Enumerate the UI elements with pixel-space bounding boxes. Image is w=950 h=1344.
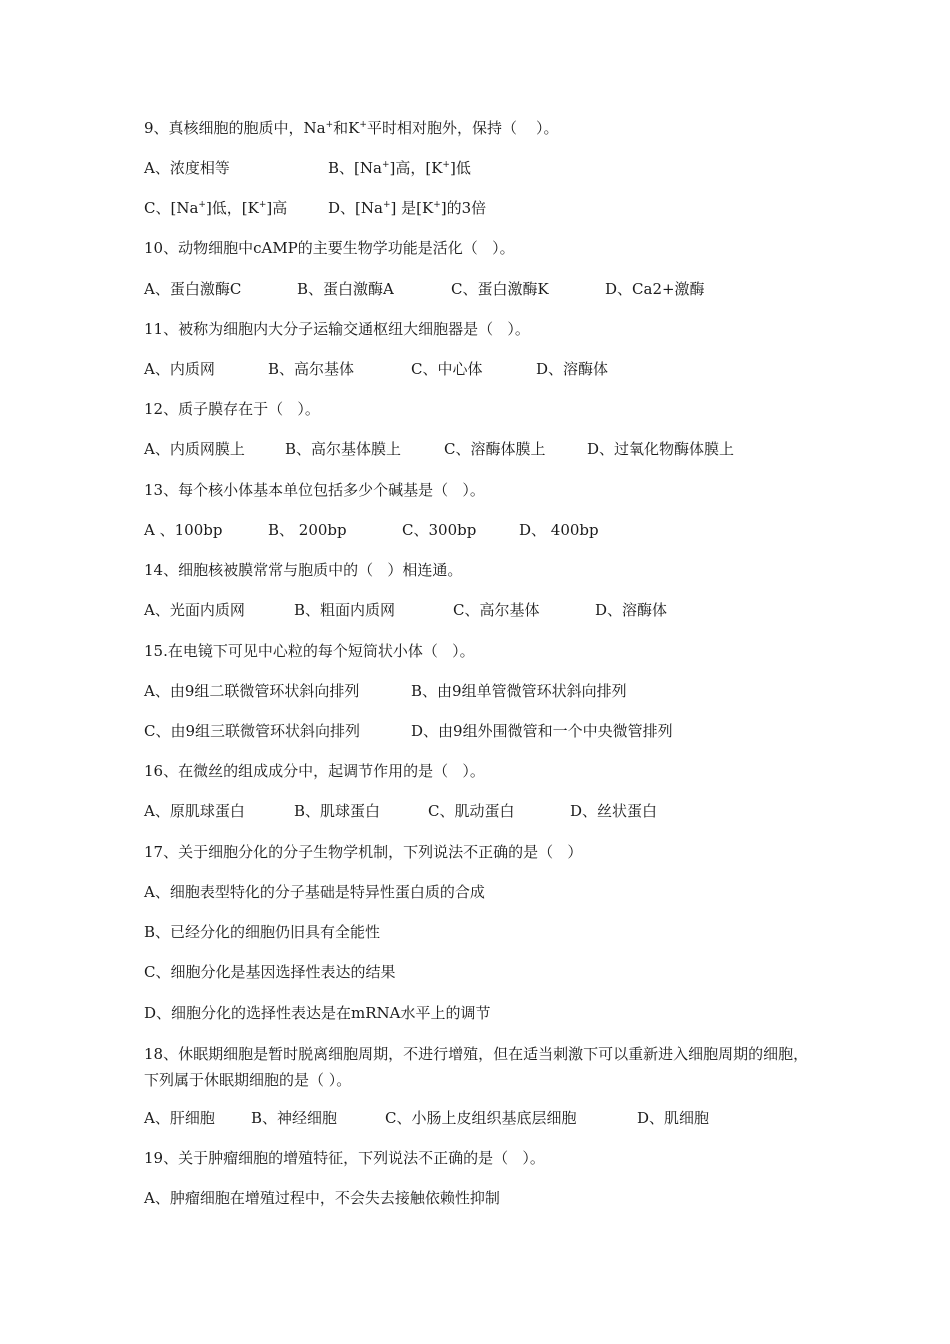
option-a: A 、100bp bbox=[144, 521, 223, 539]
option-b: B、已经分化的细胞仍旧具有全能性 bbox=[144, 923, 381, 941]
option-b: B、蛋白激酶A bbox=[297, 280, 394, 298]
option-c: C、蛋白激酶K bbox=[451, 280, 549, 298]
option-a: A、光面内质网 bbox=[144, 601, 245, 619]
option-d: D、细胞分化的选择性表达是在mRNA水平上的调节 bbox=[144, 1004, 491, 1022]
option-c: C、300bp bbox=[402, 521, 477, 539]
option-d: D、Ca2+激酶 bbox=[605, 280, 705, 298]
option-c: C、细胞分化是基因选择性表达的结果 bbox=[144, 963, 396, 981]
question-11-options bbox=[144, 359, 844, 379]
question-18-stem: 18、休眠期细胞是暂时脱离细胞周期，不进行增殖，但在适当刺激下可以重新进入细胞周期的细胞，下列属于休眠期细胞的是（ ）。 bbox=[144, 1045, 809, 1089]
option-d: D、由9组外围微管和一个中央微管排列 bbox=[411, 722, 673, 740]
option-b: B、[Na+]高，[K+]低 bbox=[328, 159, 471, 177]
option-a: A、细胞表型特化的分子基础是特异性蛋白质的合成 bbox=[144, 883, 485, 901]
option-d: D、 400bp bbox=[519, 521, 599, 539]
question-19-stem: 19、关于肿瘤细胞的增殖特征，下列说法不正确的是（ ）。 bbox=[144, 1149, 545, 1167]
question-9-options-row2 bbox=[144, 198, 844, 218]
option-a: A、原肌球蛋白 bbox=[144, 802, 245, 820]
option-c: C、溶酶体膜上 bbox=[444, 440, 546, 458]
question-10-stem: 10、动物细胞中cAMP的主要生物学功能是活化（ ）。 bbox=[144, 239, 515, 257]
question-16-stem: 16、在微丝的组成成分中，起调节作用的是（ ）。 bbox=[144, 762, 485, 780]
option-c: C、高尔基体 bbox=[453, 601, 540, 619]
option-b: B、肌球蛋白 bbox=[294, 802, 381, 820]
option-a: A、蛋白激酶C bbox=[144, 280, 242, 298]
option-b: B、粗面内质网 bbox=[294, 601, 396, 619]
option-a: A、肝细胞 bbox=[144, 1109, 215, 1127]
option-c: C、中心体 bbox=[411, 360, 483, 378]
option-c: C、肌动蛋白 bbox=[428, 802, 515, 820]
option-b: B、高尔基体膜上 bbox=[285, 440, 402, 458]
option-d: D、丝状蛋白 bbox=[570, 802, 658, 820]
option-a: A、浓度相等 bbox=[144, 159, 230, 177]
question-18-options bbox=[144, 1108, 844, 1128]
option-d: D、过氧化物酶体膜上 bbox=[587, 440, 735, 458]
option-a: A、肿瘤细胞在增殖过程中，不会失去接触依赖性抑制 bbox=[144, 1189, 500, 1207]
question-13-stem: 13、每个核小体基本单位包括多少个碱基是（ ）。 bbox=[144, 481, 485, 499]
option-b: B、 200bp bbox=[268, 521, 347, 539]
option-d: D、肌细胞 bbox=[637, 1109, 710, 1127]
question-15-options-row2 bbox=[144, 721, 844, 741]
question-17-stem: 17、关于细胞分化的分子生物学机制，下列说法不正确的是（ ） bbox=[144, 843, 583, 861]
question-12-stem: 12、质子膜存在于（ ）。 bbox=[144, 400, 320, 418]
option-b: B、神经细胞 bbox=[251, 1109, 338, 1127]
option-d: D、溶酶体 bbox=[595, 601, 668, 619]
option-c: C、[Na+]低，[K+]高 bbox=[144, 199, 288, 217]
option-a: A、由9组二联微管环状斜向排列 bbox=[144, 682, 360, 700]
question-15-stem: 15.在电镜下可见中心粒的每个短筒状小体（ ）。 bbox=[144, 642, 475, 660]
question-10-options bbox=[144, 279, 844, 299]
question-9-options-row1 bbox=[144, 158, 844, 178]
option-a: A、内质网膜上 bbox=[144, 440, 245, 458]
option-d: D、[Na+] 是[K+]的3倍 bbox=[328, 199, 487, 217]
option-a: A、内质网 bbox=[144, 360, 215, 378]
question-9-stem: 9、真核细胞的胞质中，Na+和K+平时相对胞外，保持（ ）。 bbox=[144, 119, 559, 137]
question-14-options bbox=[144, 600, 844, 620]
option-b: B、高尔基体 bbox=[268, 360, 355, 378]
question-16-options bbox=[144, 801, 844, 821]
question-11-stem: 11、被称为细胞内大分子运输交通枢纽大细胞器是（ ）。 bbox=[144, 320, 530, 338]
question-13-options bbox=[144, 520, 844, 540]
option-b: B、由9组单管微管环状斜向排列 bbox=[411, 682, 627, 700]
question-12-options bbox=[144, 439, 844, 459]
option-c: C、由9组三联微管环状斜向排列 bbox=[144, 722, 361, 740]
option-d: D、溶酶体 bbox=[536, 360, 609, 378]
option-c: C、小肠上皮组织基底层细胞 bbox=[385, 1109, 577, 1127]
question-15-options-row1 bbox=[144, 681, 844, 701]
question-14-stem: 14、细胞核被膜常常与胞质中的（ ）相连通。 bbox=[144, 561, 463, 579]
